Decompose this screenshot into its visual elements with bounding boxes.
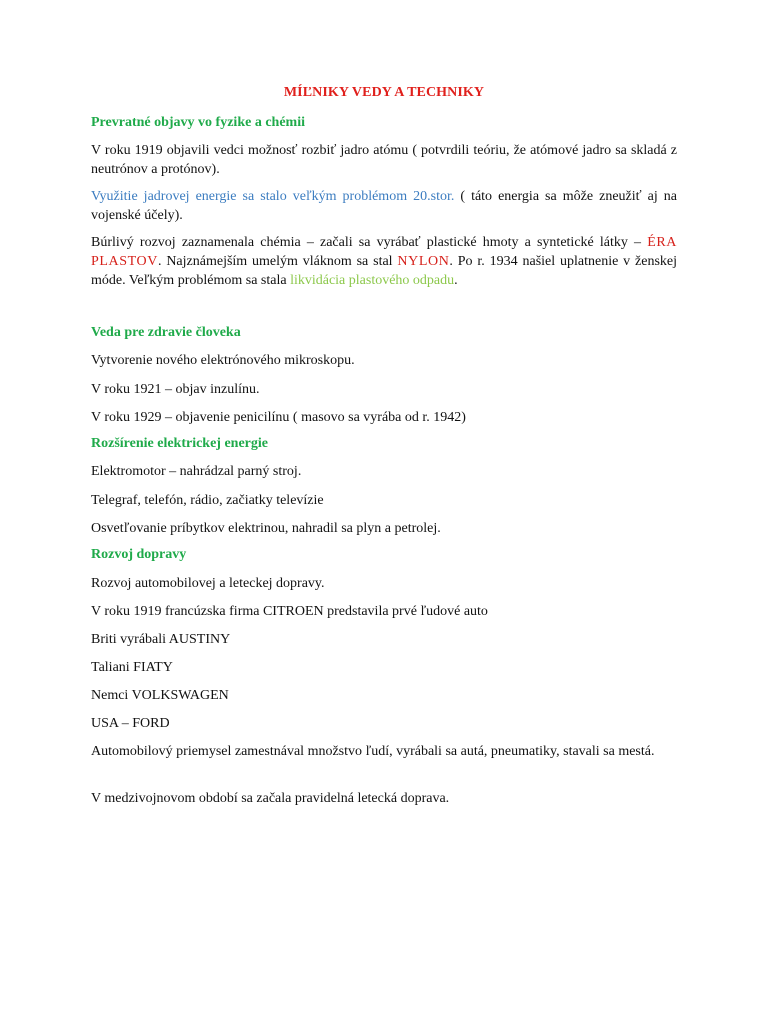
list-item: V roku 1919 francúzska firma CITROEN predstavila prvé ľudové auto [91, 604, 488, 619]
chemistry-text-a: Búrlivý rozvoj zaznamenala chémia – začali sa vyrábať plastické hmoty a syntetické látky – [91, 235, 648, 250]
paragraph-nuclear-energy [91, 187, 677, 225]
list-item: Elektromotor – nahrádzal parný stroj. [91, 464, 302, 479]
list-item: V roku 1921 – objav inzulínu. [91, 382, 260, 397]
list-item: V roku 1929 – objavenie penicilínu ( masovo sa vyrába od r. 1942) [91, 410, 466, 425]
section-heading-electricity: Rozšírenie elektrickej energie [91, 436, 269, 451]
paragraph-chemistry [91, 233, 677, 290]
chemistry-text-b: . Najznámejším umelým vláknom sa stal [157, 254, 398, 269]
document-title: MÍĽNIKY VEDY A TECHNIKY [283, 85, 485, 100]
list-item: Vytvorenie nového elektrónového mikroskopu. [91, 353, 355, 368]
section-heading-health: Veda pre zdravie človeka [91, 325, 241, 340]
list-item: Nemci VOLKSWAGEN [91, 688, 229, 703]
section-heading-physics-chemistry: Prevratné objavy vo fyzike a chémii [91, 115, 305, 130]
list-item: Taliani FIATY [91, 660, 173, 675]
list-item: Telegraf, telefón, rádio, začiatky televízie [91, 493, 324, 508]
paragraph-auto-industry: Automobilový priemysel zamestnával množstvo ľudí, vyrábali sa autá, pneumatiky, stavali sa mestá. [91, 744, 655, 759]
chemistry-text-c: . Po r. 1934 našiel uplatnenie v ženskej móde. Veľkým problémom sa stala [91, 254, 677, 288]
nuclear-energy-rest: ( táto energia sa môže zneužiť aj na vojenské účely). [91, 189, 677, 223]
paragraph-atom: V roku 1919 objavili vedci možnosť rozbiť jadro atómu ( potvrdili teóriu, že atómové jadro sa skladá z neutrónov a protónov). [91, 143, 677, 177]
nylon-highlight: NYLON [397, 254, 450, 269]
section-heading-transport: Rozvoj dopravy [91, 547, 187, 562]
list-item: Osvetľovanie príbytkov elektrinou, nahradil sa plyn a petrolej. [91, 521, 441, 536]
list-item: Briti vyrábali AUSTINY [91, 632, 231, 647]
list-item: Rozvoj automobilovej a leteckej dopravy. [91, 576, 325, 591]
paragraph-air-transport: V medzivojnovom období sa začala pravidelná letecká doprava. [91, 791, 450, 806]
plastic-waste-highlight: likvidácia plastového odpadu [290, 273, 455, 288]
era-plastov-highlight: ÉRA PLASTOV [91, 235, 677, 269]
nuclear-energy-highlight: Využitie jadrovej energie sa stalo veľkým problémom 20.stor. [91, 189, 455, 204]
list-item: USA – FORD [91, 716, 170, 731]
chemistry-text-d: . [454, 273, 458, 288]
